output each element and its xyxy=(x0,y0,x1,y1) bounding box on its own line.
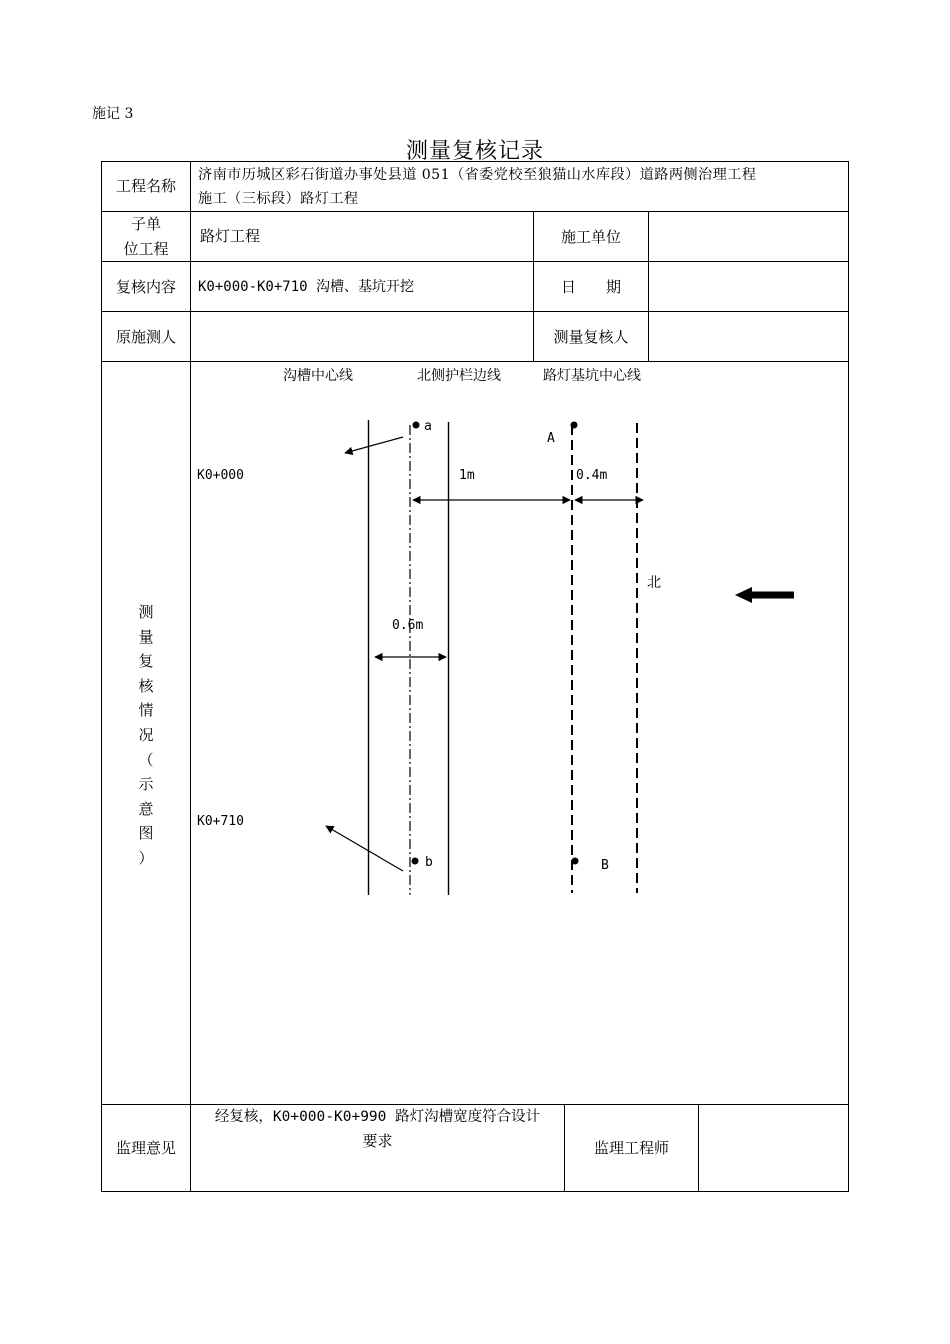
sketch-section-label-char: 复 xyxy=(138,652,154,671)
point-a-marker xyxy=(413,422,420,429)
station-end: K0+710 xyxy=(197,814,244,829)
supervision-engineer-label: 监理工程师 xyxy=(593,1139,669,1157)
supervision-opinion-label: 监理意见 xyxy=(115,1139,176,1157)
contractor-label: 施工单位 xyxy=(560,228,621,246)
review-content-value: K0+000-K0+710 沟槽、基坑开挖 xyxy=(198,279,415,295)
sketch-section-label-char: 量 xyxy=(138,627,154,646)
project-name-line1: 济南市历城区彩石街道办事处县道 051（省委党校至狼猫山水库段）道路两侧治理工程 xyxy=(198,167,757,183)
supervision-opinion-line1: 经复核，K0+000-K0+990 路灯沟槽宽度符合设计 xyxy=(214,1109,541,1125)
north-arrow-icon xyxy=(735,587,794,603)
point-a-label: a xyxy=(424,419,432,434)
sketch-section-label-char: （ xyxy=(138,750,154,769)
surveyor-label: 原施测人 xyxy=(115,328,176,346)
dimension-1m-label: 1m xyxy=(459,468,475,483)
subunit-label-line2: 位工程 xyxy=(123,240,169,258)
project-name-label: 工程名称 xyxy=(115,177,176,195)
dimension-06m-label: 0.6m xyxy=(392,618,424,633)
form-id: 施记 3 xyxy=(92,106,134,122)
subunit-value: 路灯工程 xyxy=(200,227,261,245)
project-name-line2: 施工（三标段）路灯工程 xyxy=(198,191,359,207)
sketch-section-label-char: ） xyxy=(138,848,154,867)
point-B-marker xyxy=(572,858,579,865)
checker-label: 测量复核人 xyxy=(553,328,629,346)
sketch-section-label-char: 意 xyxy=(138,799,154,818)
legend-pit-center: 路灯基坑中心线 xyxy=(543,368,641,384)
date-label: 日 期 xyxy=(560,278,621,296)
sketch-section-label-char: 图 xyxy=(138,824,154,843)
sketch-section-label-char: 况 xyxy=(138,725,154,744)
point-B-label: B xyxy=(601,858,609,873)
review-content-label: 复核内容 xyxy=(115,278,176,296)
leader-arrow-bottom xyxy=(326,826,403,871)
sketch-section-label-char: 情 xyxy=(138,701,154,720)
sketch-section-label-char: 核 xyxy=(138,676,154,695)
point-b-marker xyxy=(412,858,419,865)
dimension-04m-label: 0.4m xyxy=(576,468,608,483)
station-start: K0+000 xyxy=(197,468,244,483)
subunit-label-line1: 子单 xyxy=(130,215,161,233)
point-b-label: b xyxy=(425,855,433,870)
point-A-marker xyxy=(571,422,578,429)
sketch-section-label-char: 示 xyxy=(138,775,154,794)
page-title: 测量复核记录 xyxy=(405,139,544,164)
point-A-label: A xyxy=(547,431,555,446)
supervision-opinion-line2: 要求 xyxy=(362,1132,393,1150)
north-label: 北 xyxy=(647,575,661,591)
legend-guardrail-edge: 北侧护栏边线 xyxy=(417,368,501,384)
sketch-section-label-char: 测 xyxy=(138,603,154,621)
leader-arrow-top xyxy=(345,437,403,453)
legend-trench-center: 沟槽中心线 xyxy=(283,368,353,384)
